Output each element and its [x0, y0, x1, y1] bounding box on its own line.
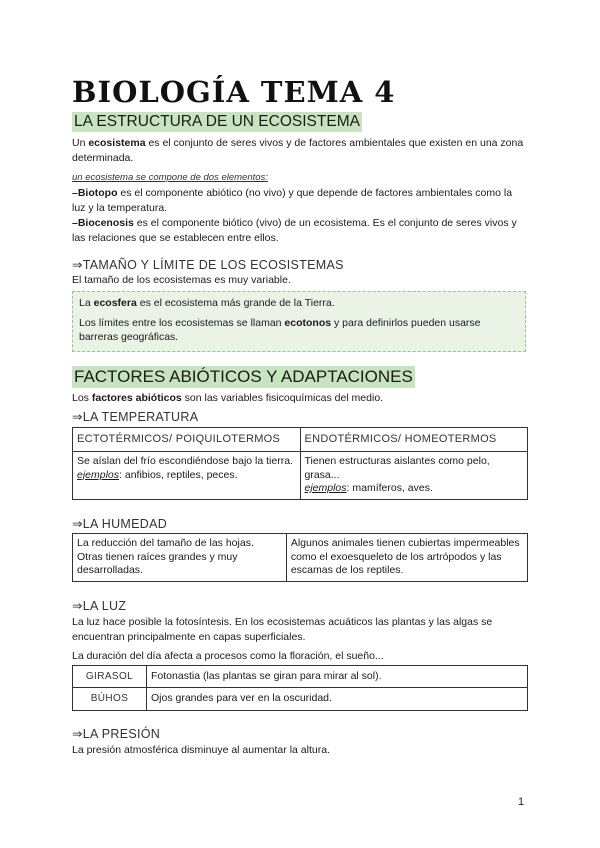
ecosfera-callout: [72, 291, 526, 352]
page-title: BIOLOGÍA TEMA 4: [72, 75, 396, 109]
table-cell: Tienen estructuras aislantes como pelo, grasa... ejemplos: mamíferos, aves.: [300, 452, 528, 500]
section-heading-estructura: LA ESTRUCTURA DE UN ECOSISTEMA: [74, 113, 360, 130]
table-label-cell: GIRASOL: [73, 666, 147, 688]
subheading-luz: ⇒LA LUZ: [72, 599, 127, 613]
table-cell: Ojos grandes para ver en la oscuridad.: [147, 688, 528, 711]
factores-intro: Los factores abióticos son las variables fisicoquímicas del medio.: [72, 392, 384, 404]
luz-table: [72, 665, 528, 711]
table-header-cell: ENDOTÉRMICOS/ HOMEOTERMOS: [300, 428, 528, 452]
ecosfera-line: La ecosfera es el ecosistema más grande de la Tierra.: [79, 297, 335, 309]
table-row: [73, 688, 528, 711]
subheading-presion: ⇒LA PRESIÓN: [72, 727, 161, 741]
subheading-humedad: ⇒LA HUMEDAD: [72, 517, 168, 531]
presion-text: La presión atmosférica disminuye al aumentar la altura.: [72, 744, 330, 756]
table-row: [73, 666, 528, 688]
biotopo-definition: –Biotopo es el componente abiótico (no vivo) y que depende de factores ambientales como la luz y la temperatura.: [72, 187, 513, 214]
temperatura-table: [72, 427, 528, 500]
subheading-tamano: ⇒TAMAÑO Y LÍMITE DE LOS ECOSISTEMAS: [72, 258, 344, 272]
ecotonos-line: Los límites entre los ecosistemas se llaman ecotonos y para definirlos pueden usarse barreras geográficas.: [79, 316, 481, 343]
subheading-temperatura: ⇒LA TEMPERATURA: [72, 410, 199, 424]
table-row: [73, 428, 528, 452]
table-row: [73, 452, 528, 500]
tamano-text: El tamaño de los ecosistemas es muy variable.: [72, 274, 291, 286]
table-cell: Algunos animales tienen cubiertas impermeables como el exoesqueleto de los artrópodos y las escamas de los reptiles.: [286, 534, 527, 582]
table-label-cell: BÚHOS: [73, 688, 147, 711]
table-cell: Se aíslan del frío escondiéndose bajo la tierra. ejemplos: anfibios, reptiles, peces.: [73, 452, 301, 500]
components-note: un ecosistema se compone de dos elementos:: [72, 172, 268, 183]
section-heading-factores: FACTORES ABIÓTICOS Y ADAPTACIONES: [74, 367, 413, 386]
luz-text: La luz hace posible la fotosíntesis. En los ecosistemas acuáticos las plantas y las algas se encuentran principalmente en capas superficiales.: [72, 616, 493, 643]
table-cell: La reducción del tamaño de las hojas. Otras tienen raíces grandes y muy desarrolladas.: [73, 534, 287, 582]
humedad-table: [72, 533, 528, 582]
page-number: 1: [518, 796, 525, 808]
table-header-cell: ECTOTÉRMICOS/ POIQUILOTERMOS: [73, 428, 301, 452]
biocenosis-definition: –Biocenosis es el componente biótico (vivo) de un ecosistema. Es el conjunto de seres vivos y las relaciones que se establecen entre ellos.: [72, 217, 517, 244]
table-cell: Fotonastia (las plantas se giran para mirar al sol).: [147, 666, 528, 688]
luz-duracion-text: La duración del día afecta a procesos como la floración, el sueño...: [72, 650, 384, 662]
table-row: [73, 534, 528, 582]
ecosistema-definition: Un ecosistema es el conjunto de seres vivos y de factores ambientales que existen en una zona determinada.: [72, 137, 524, 164]
